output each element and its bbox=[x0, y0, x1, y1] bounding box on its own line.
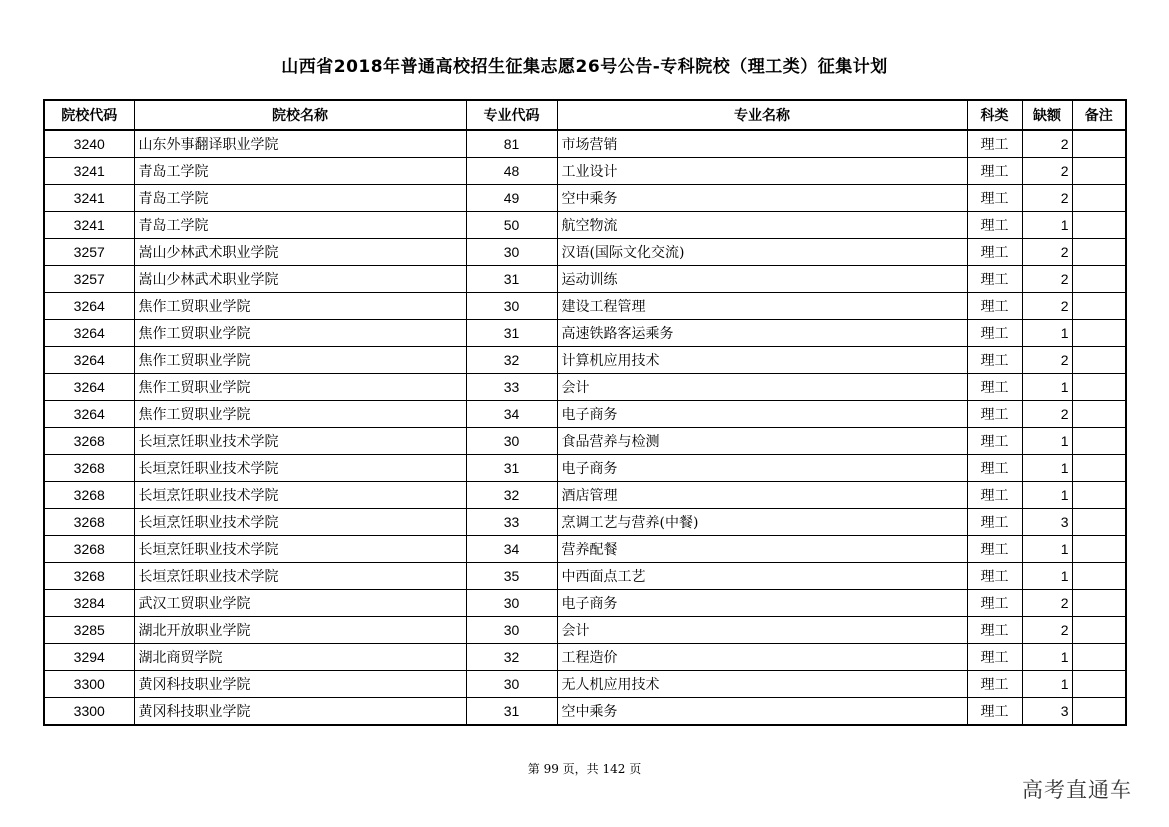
cell-major-code: 30 bbox=[466, 671, 557, 698]
cell-school-name: 青岛工学院 bbox=[134, 158, 466, 185]
cell-major-code: 49 bbox=[466, 185, 557, 212]
cell-remark bbox=[1072, 617, 1126, 644]
cell-vacancy: 2 bbox=[1022, 158, 1072, 185]
cell-major-code: 31 bbox=[466, 455, 557, 482]
cell-category: 理工 bbox=[967, 617, 1022, 644]
cell-school-name: 焦作工贸职业学院 bbox=[134, 374, 466, 401]
table-row bbox=[44, 239, 1126, 266]
cell-major-code: 48 bbox=[466, 158, 557, 185]
cell-remark bbox=[1072, 293, 1126, 320]
cell-vacancy: 2 bbox=[1022, 293, 1072, 320]
cell-remark bbox=[1072, 455, 1126, 482]
table-row bbox=[44, 509, 1126, 536]
cell-vacancy: 1 bbox=[1022, 455, 1072, 482]
cell-major-code: 50 bbox=[466, 212, 557, 239]
cell-remark bbox=[1072, 320, 1126, 347]
cell-vacancy: 2 bbox=[1022, 185, 1072, 212]
page-title: 山西省2018年普通高校招生征集志愿26号公告-专科院校（理工类）征集计划 bbox=[281, 57, 888, 77]
cell-remark bbox=[1072, 482, 1126, 509]
table-row bbox=[44, 266, 1126, 293]
cell-category: 理工 bbox=[967, 374, 1022, 401]
page-footer: 第 99 页，共 142 页 bbox=[527, 762, 642, 776]
cell-school-code: 3268 bbox=[44, 563, 134, 590]
cell-category: 理工 bbox=[967, 509, 1022, 536]
cell-school-name: 长垣烹饪职业技术学院 bbox=[134, 563, 466, 590]
header-category: 科类 bbox=[967, 100, 1022, 130]
cell-major-code: 32 bbox=[466, 347, 557, 374]
cell-remark bbox=[1072, 698, 1126, 726]
cell-school-name: 长垣烹饪职业技术学院 bbox=[134, 509, 466, 536]
cell-school-code: 3268 bbox=[44, 428, 134, 455]
cell-vacancy: 2 bbox=[1022, 590, 1072, 617]
table-row bbox=[44, 617, 1126, 644]
cell-major-code: 30 bbox=[466, 239, 557, 266]
cell-major-code: 33 bbox=[466, 509, 557, 536]
cell-category: 理工 bbox=[967, 590, 1022, 617]
cell-major-code: 34 bbox=[466, 536, 557, 563]
cell-school-code: 3284 bbox=[44, 590, 134, 617]
cell-category: 理工 bbox=[967, 428, 1022, 455]
cell-remark bbox=[1072, 590, 1126, 617]
table-row bbox=[44, 428, 1126, 455]
cell-category: 理工 bbox=[967, 266, 1022, 293]
cell-school-name: 长垣烹饪职业技术学院 bbox=[134, 536, 466, 563]
cell-school-code: 3300 bbox=[44, 698, 134, 726]
cell-remark bbox=[1072, 158, 1126, 185]
cell-category: 理工 bbox=[967, 239, 1022, 266]
cell-school-code: 3285 bbox=[44, 617, 134, 644]
cell-major-name: 汉语(国际文化交流) bbox=[557, 239, 967, 266]
cell-vacancy: 1 bbox=[1022, 212, 1072, 239]
cell-major-name: 航空物流 bbox=[557, 212, 967, 239]
cell-vacancy: 2 bbox=[1022, 266, 1072, 293]
cell-remark bbox=[1072, 563, 1126, 590]
table-row bbox=[44, 158, 1126, 185]
cell-vacancy: 1 bbox=[1022, 563, 1072, 590]
table-row bbox=[44, 130, 1126, 158]
enrollment-plan-table bbox=[43, 99, 1127, 726]
cell-major-code: 81 bbox=[466, 130, 557, 158]
table-row bbox=[44, 320, 1126, 347]
cell-major-name: 高速铁路客运乘务 bbox=[557, 320, 967, 347]
header-major-code: 专业代码 bbox=[466, 100, 557, 130]
cell-school-code: 3241 bbox=[44, 158, 134, 185]
cell-major-code: 33 bbox=[466, 374, 557, 401]
cell-major-name: 工业设计 bbox=[557, 158, 967, 185]
cell-major-name: 电子商务 bbox=[557, 401, 967, 428]
header-school-code: 院校代码 bbox=[44, 100, 134, 130]
cell-school-code: 3257 bbox=[44, 266, 134, 293]
header-major-name: 专业名称 bbox=[557, 100, 967, 130]
cell-major-name: 工程造价 bbox=[557, 644, 967, 671]
header-school-name: 院校名称 bbox=[134, 100, 466, 130]
cell-major-code: 34 bbox=[466, 401, 557, 428]
cell-category: 理工 bbox=[967, 455, 1022, 482]
cell-remark bbox=[1072, 644, 1126, 671]
cell-remark bbox=[1072, 428, 1126, 455]
cell-major-code: 31 bbox=[466, 320, 557, 347]
cell-school-name: 长垣烹饪职业技术学院 bbox=[134, 428, 466, 455]
table-row bbox=[44, 644, 1126, 671]
table-row bbox=[44, 212, 1126, 239]
cell-major-name: 电子商务 bbox=[557, 455, 967, 482]
cell-school-code: 3240 bbox=[44, 130, 134, 158]
cell-school-code: 3268 bbox=[44, 509, 134, 536]
cell-category: 理工 bbox=[967, 482, 1022, 509]
table-row bbox=[44, 347, 1126, 374]
cell-vacancy: 2 bbox=[1022, 617, 1072, 644]
cell-major-name: 酒店管理 bbox=[557, 482, 967, 509]
cell-school-code: 3241 bbox=[44, 212, 134, 239]
cell-major-name: 会计 bbox=[557, 374, 967, 401]
cell-category: 理工 bbox=[967, 644, 1022, 671]
cell-school-name: 湖北商贸学院 bbox=[134, 644, 466, 671]
cell-school-code: 3264 bbox=[44, 374, 134, 401]
header-remark: 备注 bbox=[1072, 100, 1126, 130]
cell-school-name: 焦作工贸职业学院 bbox=[134, 401, 466, 428]
cell-major-name: 市场营销 bbox=[557, 130, 967, 158]
cell-major-code: 32 bbox=[466, 482, 557, 509]
table-row bbox=[44, 185, 1126, 212]
cell-school-code: 3268 bbox=[44, 482, 134, 509]
cell-major-code: 30 bbox=[466, 617, 557, 644]
table-row bbox=[44, 590, 1126, 617]
cell-remark bbox=[1072, 130, 1126, 158]
table-row bbox=[44, 563, 1126, 590]
table-row bbox=[44, 374, 1126, 401]
cell-major-name: 营养配餐 bbox=[557, 536, 967, 563]
cell-vacancy: 1 bbox=[1022, 428, 1072, 455]
cell-school-name: 青岛工学院 bbox=[134, 212, 466, 239]
cell-vacancy: 1 bbox=[1022, 482, 1072, 509]
cell-major-name: 烹调工艺与营养(中餐) bbox=[557, 509, 967, 536]
cell-school-code: 3264 bbox=[44, 320, 134, 347]
cell-school-code: 3294 bbox=[44, 644, 134, 671]
cell-category: 理工 bbox=[967, 536, 1022, 563]
cell-vacancy: 1 bbox=[1022, 320, 1072, 347]
cell-school-name: 长垣烹饪职业技术学院 bbox=[134, 455, 466, 482]
cell-remark bbox=[1072, 185, 1126, 212]
cell-school-code: 3241 bbox=[44, 185, 134, 212]
cell-major-name: 运动训练 bbox=[557, 266, 967, 293]
cell-vacancy: 1 bbox=[1022, 671, 1072, 698]
cell-major-code: 30 bbox=[466, 428, 557, 455]
cell-vacancy: 2 bbox=[1022, 239, 1072, 266]
cell-vacancy: 3 bbox=[1022, 509, 1072, 536]
cell-category: 理工 bbox=[967, 671, 1022, 698]
cell-remark bbox=[1072, 671, 1126, 698]
cell-school-name: 黄冈科技职业学院 bbox=[134, 671, 466, 698]
cell-category: 理工 bbox=[967, 698, 1022, 726]
cell-remark bbox=[1072, 401, 1126, 428]
table-row bbox=[44, 482, 1126, 509]
cell-school-name: 焦作工贸职业学院 bbox=[134, 320, 466, 347]
watermark-logo-text: 高考直通车 bbox=[1022, 778, 1132, 802]
cell-category: 理工 bbox=[967, 212, 1022, 239]
cell-category: 理工 bbox=[967, 401, 1022, 428]
cell-vacancy: 3 bbox=[1022, 698, 1072, 726]
cell-vacancy: 2 bbox=[1022, 347, 1072, 374]
cell-major-name: 计算机应用技术 bbox=[557, 347, 967, 374]
cell-vacancy: 1 bbox=[1022, 536, 1072, 563]
cell-school-name: 嵩山少林武术职业学院 bbox=[134, 266, 466, 293]
cell-remark bbox=[1072, 536, 1126, 563]
table-row bbox=[44, 536, 1126, 563]
cell-vacancy: 1 bbox=[1022, 644, 1072, 671]
cell-major-code: 30 bbox=[466, 293, 557, 320]
cell-major-code: 32 bbox=[466, 644, 557, 671]
cell-school-code: 3264 bbox=[44, 293, 134, 320]
cell-major-code: 31 bbox=[466, 266, 557, 293]
cell-category: 理工 bbox=[967, 347, 1022, 374]
table-row bbox=[44, 293, 1126, 320]
cell-school-name: 焦作工贸职业学院 bbox=[134, 293, 466, 320]
cell-school-code: 3268 bbox=[44, 536, 134, 563]
cell-school-name: 嵩山少林武术职业学院 bbox=[134, 239, 466, 266]
cell-school-name: 黄冈科技职业学院 bbox=[134, 698, 466, 726]
cell-category: 理工 bbox=[967, 158, 1022, 185]
cell-vacancy: 2 bbox=[1022, 130, 1072, 158]
cell-remark bbox=[1072, 374, 1126, 401]
cell-remark bbox=[1072, 266, 1126, 293]
cell-major-name: 空中乘务 bbox=[557, 698, 967, 726]
cell-category: 理工 bbox=[967, 563, 1022, 590]
cell-major-name: 无人机应用技术 bbox=[557, 671, 967, 698]
table-header-row bbox=[44, 100, 1126, 130]
cell-major-name: 电子商务 bbox=[557, 590, 967, 617]
cell-category: 理工 bbox=[967, 293, 1022, 320]
cell-major-code: 30 bbox=[466, 590, 557, 617]
cell-remark bbox=[1072, 212, 1126, 239]
cell-school-name: 青岛工学院 bbox=[134, 185, 466, 212]
cell-school-name: 武汉工贸职业学院 bbox=[134, 590, 466, 617]
table-row bbox=[44, 698, 1126, 726]
table-body bbox=[44, 130, 1126, 725]
cell-major-code: 35 bbox=[466, 563, 557, 590]
cell-major-code: 31 bbox=[466, 698, 557, 726]
table-row bbox=[44, 401, 1126, 428]
cell-major-name: 建设工程管理 bbox=[557, 293, 967, 320]
cell-school-name: 焦作工贸职业学院 bbox=[134, 347, 466, 374]
cell-major-name: 会计 bbox=[557, 617, 967, 644]
cell-remark bbox=[1072, 239, 1126, 266]
cell-category: 理工 bbox=[967, 185, 1022, 212]
cell-school-code: 3300 bbox=[44, 671, 134, 698]
table-row bbox=[44, 455, 1126, 482]
cell-school-code: 3257 bbox=[44, 239, 134, 266]
cell-school-name: 长垣烹饪职业技术学院 bbox=[134, 482, 466, 509]
cell-remark bbox=[1072, 347, 1126, 374]
cell-major-name: 中西面点工艺 bbox=[557, 563, 967, 590]
cell-category: 理工 bbox=[967, 320, 1022, 347]
cell-category: 理工 bbox=[967, 130, 1022, 158]
cell-school-name: 山东外事翻译职业学院 bbox=[134, 130, 466, 158]
cell-vacancy: 1 bbox=[1022, 374, 1072, 401]
cell-school-code: 3268 bbox=[44, 455, 134, 482]
cell-school-name: 湖北开放职业学院 bbox=[134, 617, 466, 644]
header-vacancy: 缺额 bbox=[1022, 100, 1072, 130]
cell-major-name: 空中乘务 bbox=[557, 185, 967, 212]
cell-school-code: 3264 bbox=[44, 347, 134, 374]
cell-major-name: 食品营养与检测 bbox=[557, 428, 967, 455]
cell-school-code: 3264 bbox=[44, 401, 134, 428]
table-row bbox=[44, 671, 1126, 698]
cell-vacancy: 2 bbox=[1022, 401, 1072, 428]
cell-remark bbox=[1072, 509, 1126, 536]
